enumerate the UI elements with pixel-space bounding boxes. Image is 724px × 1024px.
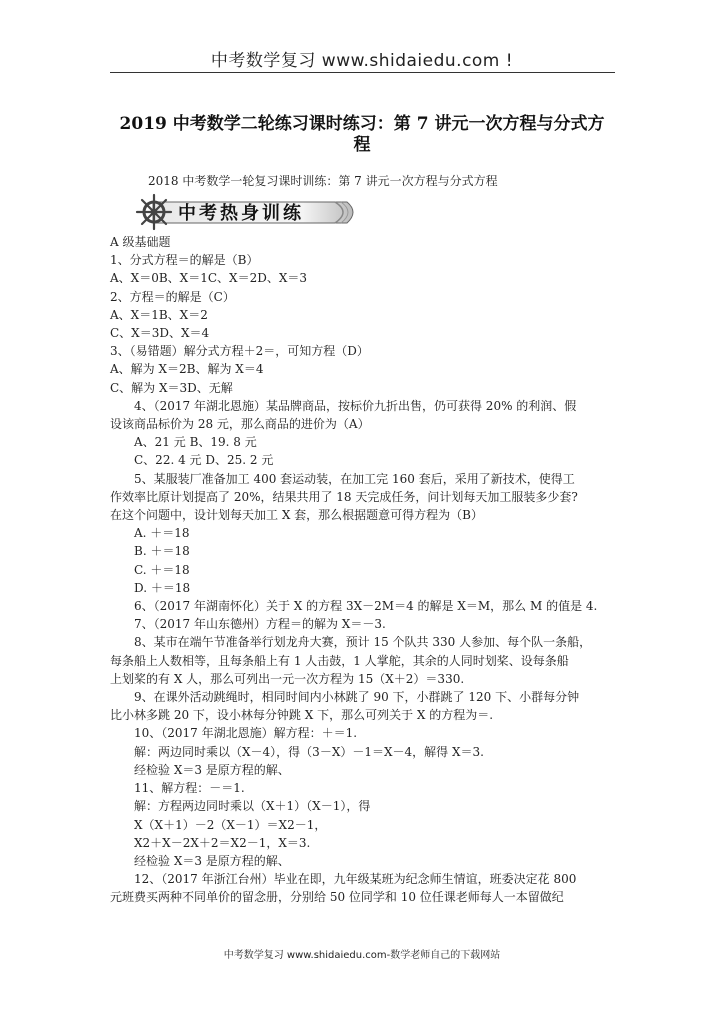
text-line: C、X＝3D、X＝4 [110,326,210,341]
text-line: 1、分式方程＝的解是（B） [110,253,259,268]
text-line: 解：两边同时乘以（X－4），得（3－X）－1＝X－4，解得 X＝3. [134,744,484,759]
text-line: C、22. 4 元 D、25. 2 元 [134,453,274,468]
text-line: 设该商品标价为 28 元，那么商品的进价为（A） [110,417,370,432]
text-line: 8、某市在端午节准备举行划龙舟大赛，预计 15 个队共 330 人参加、每个队一条船， [134,635,592,650]
text-line: 11、解方程：－＝1. [134,781,245,796]
text-line: 作效率比原计划提高了 20%，结果共用了 18 天完成任务，问计划每天加工服装多少套? [110,489,578,504]
text-line: 比小林多跳 20 下，设小林每分钟跳 X 下，那么可列关于 X 的方程为＝. [110,708,494,723]
page-header: 中考数学复习 www.shidaiedu.com ! [210,51,514,71]
page-footer: 中考数学复习 www.shidaiedu.com-数学老师自己的下载网站 [223,950,501,961]
text-line: 3、（易错题）解分式方程＋2＝，可知方程（D） [110,344,369,359]
text-line: C. ＋＝18 [134,562,190,577]
text-line: 5、某服装厂准备加工 400 套运动装，在加工完 160 套后，采用了新技术，使得工 [134,471,575,486]
text-line: A. ＋＝18 [134,526,190,541]
text-line: A、X＝1B、X＝2 [110,307,208,322]
text-line: 12、（2017 年浙江台州）毕业在即，九年级某班为纪念师生情谊，班委决定花 800 [134,872,577,887]
section-banner [135,193,360,231]
text-line: 6、（2017 年湖南怀化）关于 X 的方程 3X－2M＝4 的解是 X＝M，那么 M 的值是 4. [134,599,598,614]
text-line: 10、（2017 年湖北恩施）解方程：＋＝1. [134,726,358,741]
ship-wheel-icon [137,195,171,229]
text-line: 上划桨的有 X 人，那么可列出一元一次方程为 15（X＋2）＝330. [110,671,465,686]
text-line: 元班费买两种不同单价的留念册，分别给 50 位同学和 10 位任课老师每人一本留做纪 [110,890,564,905]
text-line: B. ＋＝18 [134,544,190,559]
header-divider [110,72,615,73]
banner-label: 中考热身训练 [178,203,304,224]
text-line: 9、在课外活动跳绳时，相同时间内小林跳了 90 下，小群跳了 120 下、小群每分钟 [134,690,580,705]
text-line: A、X＝0B、X＝1C、X＝2D、X＝3 [110,271,307,286]
text-line: 经检验 X＝3 是原方程的解、 [134,762,290,777]
text-line: 7、（2017 年山东德州）方程＝的解为 X＝－3. [134,617,386,632]
text-line: 经检验 X＝3 是原方程的解、 [134,853,290,868]
text-line: A、21 元 B、19. 8 元 [134,435,257,450]
exercise-content [110,233,620,907]
banner-graphic [135,193,360,231]
text-line: X2＋X－2X＋2＝X2－1，X＝3. [134,835,311,850]
text-line: 4、（2017 年湖北恩施）某品牌商品，按标价九折出售，仍可获得 20% 的利润、假 [134,398,577,413]
document-subtitle: 2018 中考数学一轮复习课时训练：第 7 讲元一次方程与分式方程 [148,174,498,188]
text-line: D. ＋＝18 [134,580,191,595]
document-title [112,114,612,156]
title-line-2: 程 [353,135,371,155]
text-line: 在这个问题中，设计划每天加工 X 套，那么根据题意可得方程为（B） [110,508,483,523]
text-line: 每条船上人数相等，且每条船上有 1 人击鼓，1 人掌舵，其余的人同时划桨、设每条船 [110,653,569,668]
text-line: C、解为 X＝3D、无解 [110,380,233,395]
title-line-1: 2019 中考数学二轮练习课时练习：第 7 讲元一次方程与分式方 [119,114,605,134]
text-line: 2、方程＝的解是（C） [110,289,235,304]
text-line: A 级基础题 [110,235,171,249]
text-line: 解：方程两边同时乘以（X＋1）（X－1），得 [134,799,371,814]
text-line: X（X＋1）－2（X－1）＝X2－1， [134,817,327,832]
text-line: A、解为 X＝2B、解为 X＝4 [110,362,264,377]
